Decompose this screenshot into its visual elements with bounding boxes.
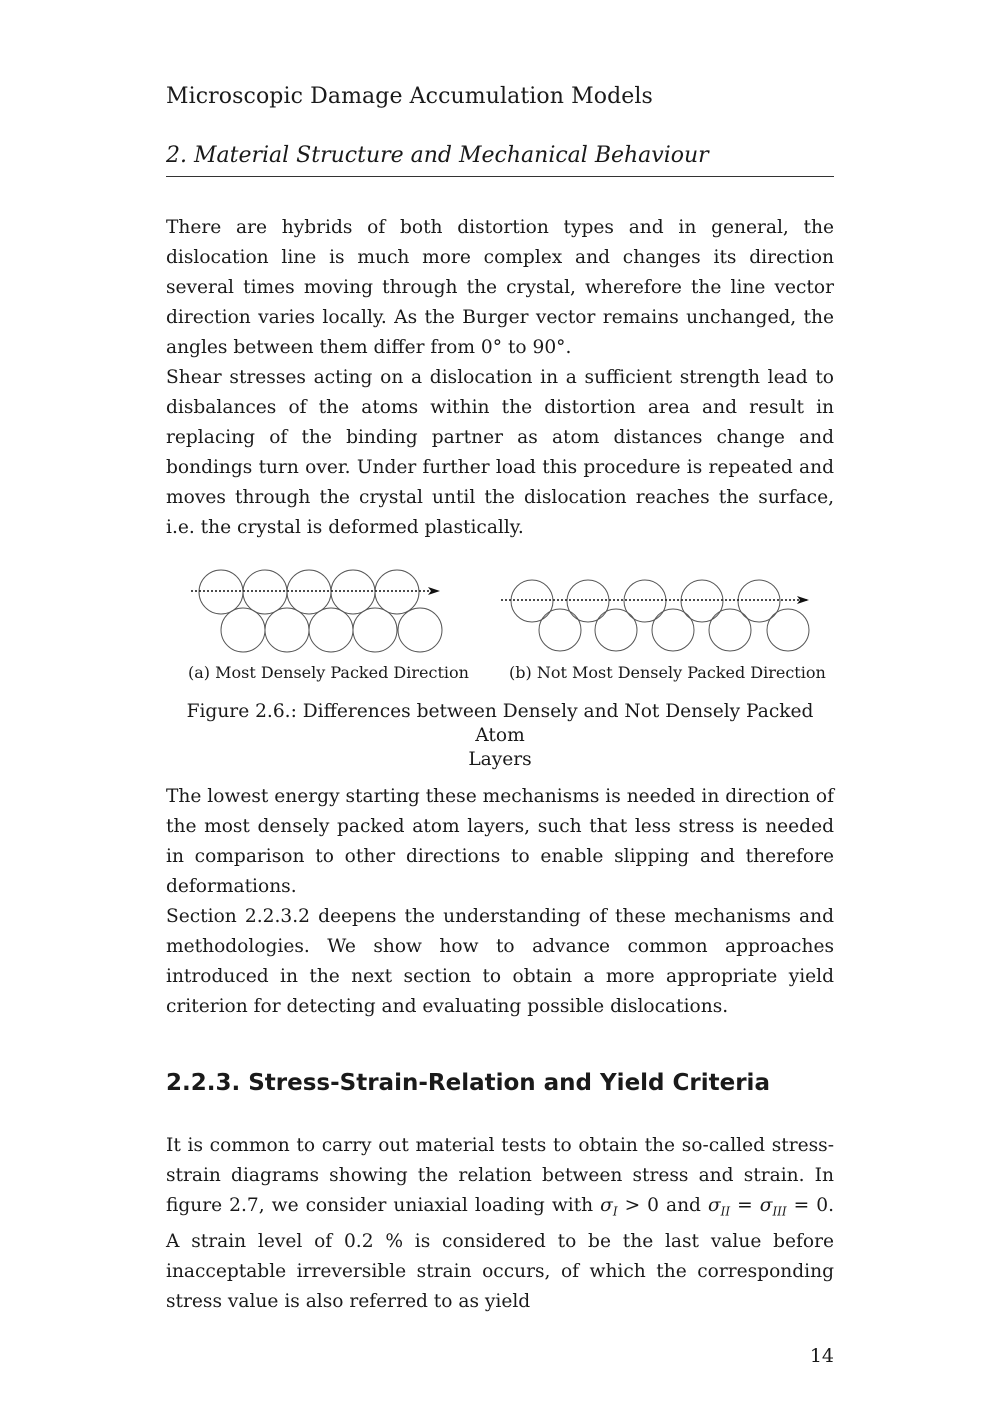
text-run: = — [730, 1195, 760, 1216]
paragraph-shear-stresses: Shear stresses acting on a dislocation in a sufficient strength lead to disbalances of the atoms within the distortion area and result in replacing of the binding partner as atom distances change and bondings turn over. Under further load this procedure is repeated and moves through the crystal until the dislocation reaches the surface, i.e. the crystal is deformed plastically. — [166, 367, 834, 538]
figure-caption — [166, 700, 834, 772]
text-run: > 0 and — [617, 1195, 708, 1216]
sigma-I: $\sigma_I$ — [600, 1195, 618, 1219]
header-rule — [166, 176, 834, 177]
section-heading: 2.2.3. Stress-Strain-Relation and Yield Criteria — [166, 1070, 770, 1096]
paragraph-hybrid-dislocations: There are hybrids of both distortion types and in general, the dislocation line is much more complex and changes its direction several times moving through the crystal, wherefore the line vector direction varies locally. As the Burger vector remains unchanged, the angles between them differ from 0° to 90°. — [166, 217, 834, 358]
paragraph-lowest-energy: The lowest energy starting these mechanisms is needed in direction of the most densely packed atom layers, such that less stress is needed in comparison to other directions to enable slipping and therefore deformations. — [166, 786, 834, 897]
subcaption-a: (a) Most Densely Packed Direction — [188, 663, 469, 682]
running-header-chapter: 2. Material Structure and Mechanical Behaviour — [166, 143, 709, 168]
text-run: = 0. A strain level of 0.2 % is considered to be the last value before inacceptable irreversible strain occurs, of which the corresponding stress value is also referred to as yield — [166, 1195, 834, 1312]
densely-packed-atoms — [191, 570, 442, 652]
atom-layers-diagram — [166, 560, 834, 660]
figure-2-6 — [166, 560, 834, 770]
paragraph-stress-strain — [166, 1131, 834, 1317]
text-run: It is common to carry out material tests to obtain the so-called stress-strain diagrams showing the relation between stress and strain. In figure 2.7, we consider uniaxial loading with — [166, 1135, 834, 1216]
figure-caption-line-2: Layers — [468, 749, 532, 770]
paragraph-section-reference: Section 2.2.3.2 deepens the understanding of these mechanisms and methodologies. We show how to advance common approaches introduced in the next section to obtain a more appropriate yield criterion for detecting and evaluating possible dislocations. — [166, 906, 834, 1017]
sigma-II: $\sigma_{II}$ — [707, 1195, 731, 1219]
subcaption-b: (b) Not Most Densely Packed Direction — [509, 663, 826, 682]
running-header-title: Microscopic Damage Accumulation Models — [166, 84, 653, 109]
sigma-III: $\sigma_{III}$ — [759, 1195, 787, 1219]
page — [166, 0, 834, 1414]
page-number: 14 — [809, 1345, 834, 1367]
not-densely-packed-atoms — [501, 580, 809, 651]
figure-caption-line-1: Figure 2.6.: Differences between Densely and Not Densely Packed Atom — [186, 701, 814, 746]
